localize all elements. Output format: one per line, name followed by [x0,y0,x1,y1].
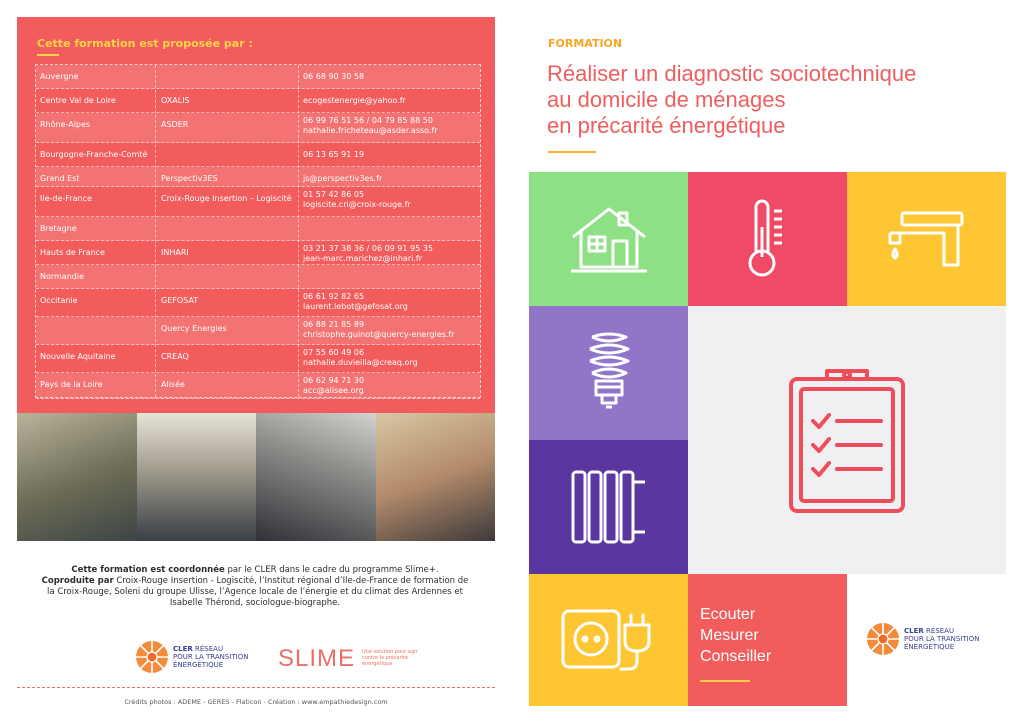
training-photo [256,413,376,541]
cler-line2: POUR LA TRANSITION [904,635,980,643]
contact-cell: ecogestenergie@yahoo.fr [303,96,406,105]
table-row [36,289,480,317]
phone-cell: 03 21 37 38 36 / 06 09 91 95 35 [303,244,433,253]
training-photo [376,413,496,541]
organization-cell: Alisée [161,380,185,389]
phone-cell: 06 88 21 85 89 [303,320,365,329]
region-cell: Hauts de France [40,248,105,257]
motto-line: Ecouter [700,606,756,623]
region-cell: Occitanie [40,296,78,305]
title-line: au domicile de ménages [547,87,786,112]
region-cell: Bourgogne-Franche-Comté [40,150,148,159]
region-cell: Bretagne [40,224,77,233]
motto [700,604,771,667]
panel-title-underline [37,54,59,56]
light-bulb-icon [582,331,636,415]
contact-cell: 06 13 65 91 19 [303,150,365,159]
radiator-icon [569,468,649,546]
table-row [36,113,480,143]
formation-label: FORMATION [548,37,623,50]
title-line: Réaliser un diagnostic sociotechnique [547,61,917,86]
table-row [36,167,480,187]
organization-cell: Quercy Energies [161,324,227,333]
clipboard-checklist-icon [785,365,909,515]
table-row [36,345,480,373]
region-cell: Centre Val de Loire [40,96,116,105]
email-cell: laurent.lebot@gefosat.org [303,302,408,311]
power-socket-icon [559,605,659,675]
main-title [547,61,916,139]
region-cell: Ile-de-France [40,194,92,203]
motto-tile [688,574,847,706]
organization-cell: Croix-Rouge Insertion – Logiscité [161,194,292,203]
title-line: en précarité énergétique [547,113,786,138]
table-row [36,143,480,167]
email-cell: christophe.guinot@quercy-energies.fr [303,330,455,339]
coordination-text [40,565,470,609]
cler-name: CLER [904,627,924,635]
motto-underline [700,680,750,682]
cler-mark-icon [135,640,169,674]
cler-name: CLER [173,645,193,653]
organization-cell: ASDER [161,120,189,129]
motto-line: Mesurer [700,627,759,644]
cler-mark-icon [866,622,900,656]
power-socket-tile [529,574,688,706]
slime-logo: SLIME [278,645,356,672]
cler-line1: RÉSEAU [195,645,224,653]
training-photo [17,413,137,541]
coordination-rest: par le CLER dans le cadre du programme Slime+. [224,565,439,575]
cler-logo [866,622,980,656]
contact-cell: js@perspectiv3es.fr [303,174,383,183]
thermometer-tile [688,172,847,306]
footer-divider [17,687,495,688]
organization-cell: CREAQ [161,352,189,361]
table-row [36,89,480,113]
region-cell: Auvergne [40,72,79,81]
email-cell: nathalie.duvieilla@creaq.org [303,358,418,367]
cler-line3: ÉNERGÉTIQUE [904,643,955,651]
cler-logo [135,640,249,674]
phone-cell: 07 55 60 49 06 [303,348,365,357]
cler-wordmark [904,627,980,651]
region-cell: Grand Est [40,174,80,183]
cler-line3: ÉNERGÉTIQUE [173,661,224,669]
motto-line: Conseiller [700,648,772,665]
table-row [36,317,480,345]
coproduction-rest: Croix-Rouge Insertion - Logiscité, l’Institut régional d’Ile-de-France de formation de la Croix-Rouge, Soleni du groupe Ulisse, l’Agence locale de l’énergie et du climat des Ardennes et Isabelle Thérond, sociologue-biographe. [47,576,469,608]
email-cell: logiscite.cri@croix-rouge.fr [303,200,411,209]
organization-cell: INHARI [161,248,189,257]
table-row [36,241,480,265]
cler-line2: POUR LA TRANSITION [173,653,249,661]
cler-line1: RÉSEAU [926,627,955,635]
organization-cell: GEFOSAT [161,296,199,305]
table-row [36,187,480,217]
contact-cell: 06 68 90 30 58 [303,72,365,81]
organization-cell: Perspectiv3ES [161,174,218,183]
title-underline [548,151,596,153]
email-cell: acc@alisee.org [303,386,364,395]
house-tile [529,172,688,306]
faucet-icon [882,207,972,271]
region-cell: Pays de la Loire [40,380,103,389]
phone-cell: 06 99 76 51 56 / 04 79 85 88 50 [303,116,433,125]
clipboard-tile [688,306,1006,574]
thermometer-icon [748,197,788,281]
partners-panel [17,17,495,413]
email-cell: nathalie.fricheteau@asder.asso.fr [303,126,438,135]
coordination-bold: Cette formation est coordonnée [71,565,225,575]
faucet-tile [847,172,1006,306]
table-row [36,265,480,289]
cler-wordmark [173,645,249,669]
phone-cell: 06 61 92 82 65 [303,292,365,301]
training-photo [137,413,257,541]
coproduction-bold: Coproduite par [41,576,114,586]
region-cell: Nouvelle Aquitaine [40,352,116,361]
slime-tagline: Une solution pour agir contre la précarité énergétique [362,649,418,667]
house-icon [569,203,649,275]
panel-title: Cette formation est proposée par : [37,37,253,50]
table-row [36,65,480,89]
light-bulb-tile [529,306,688,440]
phone-cell: 06 62 94 71 30 [303,376,365,385]
region-cell: Rhône-Alpes [40,120,91,129]
photo-strip [17,413,495,541]
email-cell: jean-marc.marichez@inhari.fr [303,254,422,263]
partner-table [35,64,481,398]
table-row [36,373,480,399]
table-row [36,217,480,241]
radiator-tile [529,440,688,574]
photo-credits: Crédits photos : ADEME - GERES - Flaticon - Création : www.empathiedesign.com [124,698,388,706]
phone-cell: 01 57 42 86 05 [303,190,365,199]
region-cell: Normandie [40,272,85,281]
organization-cell: OXALIS [161,96,190,105]
